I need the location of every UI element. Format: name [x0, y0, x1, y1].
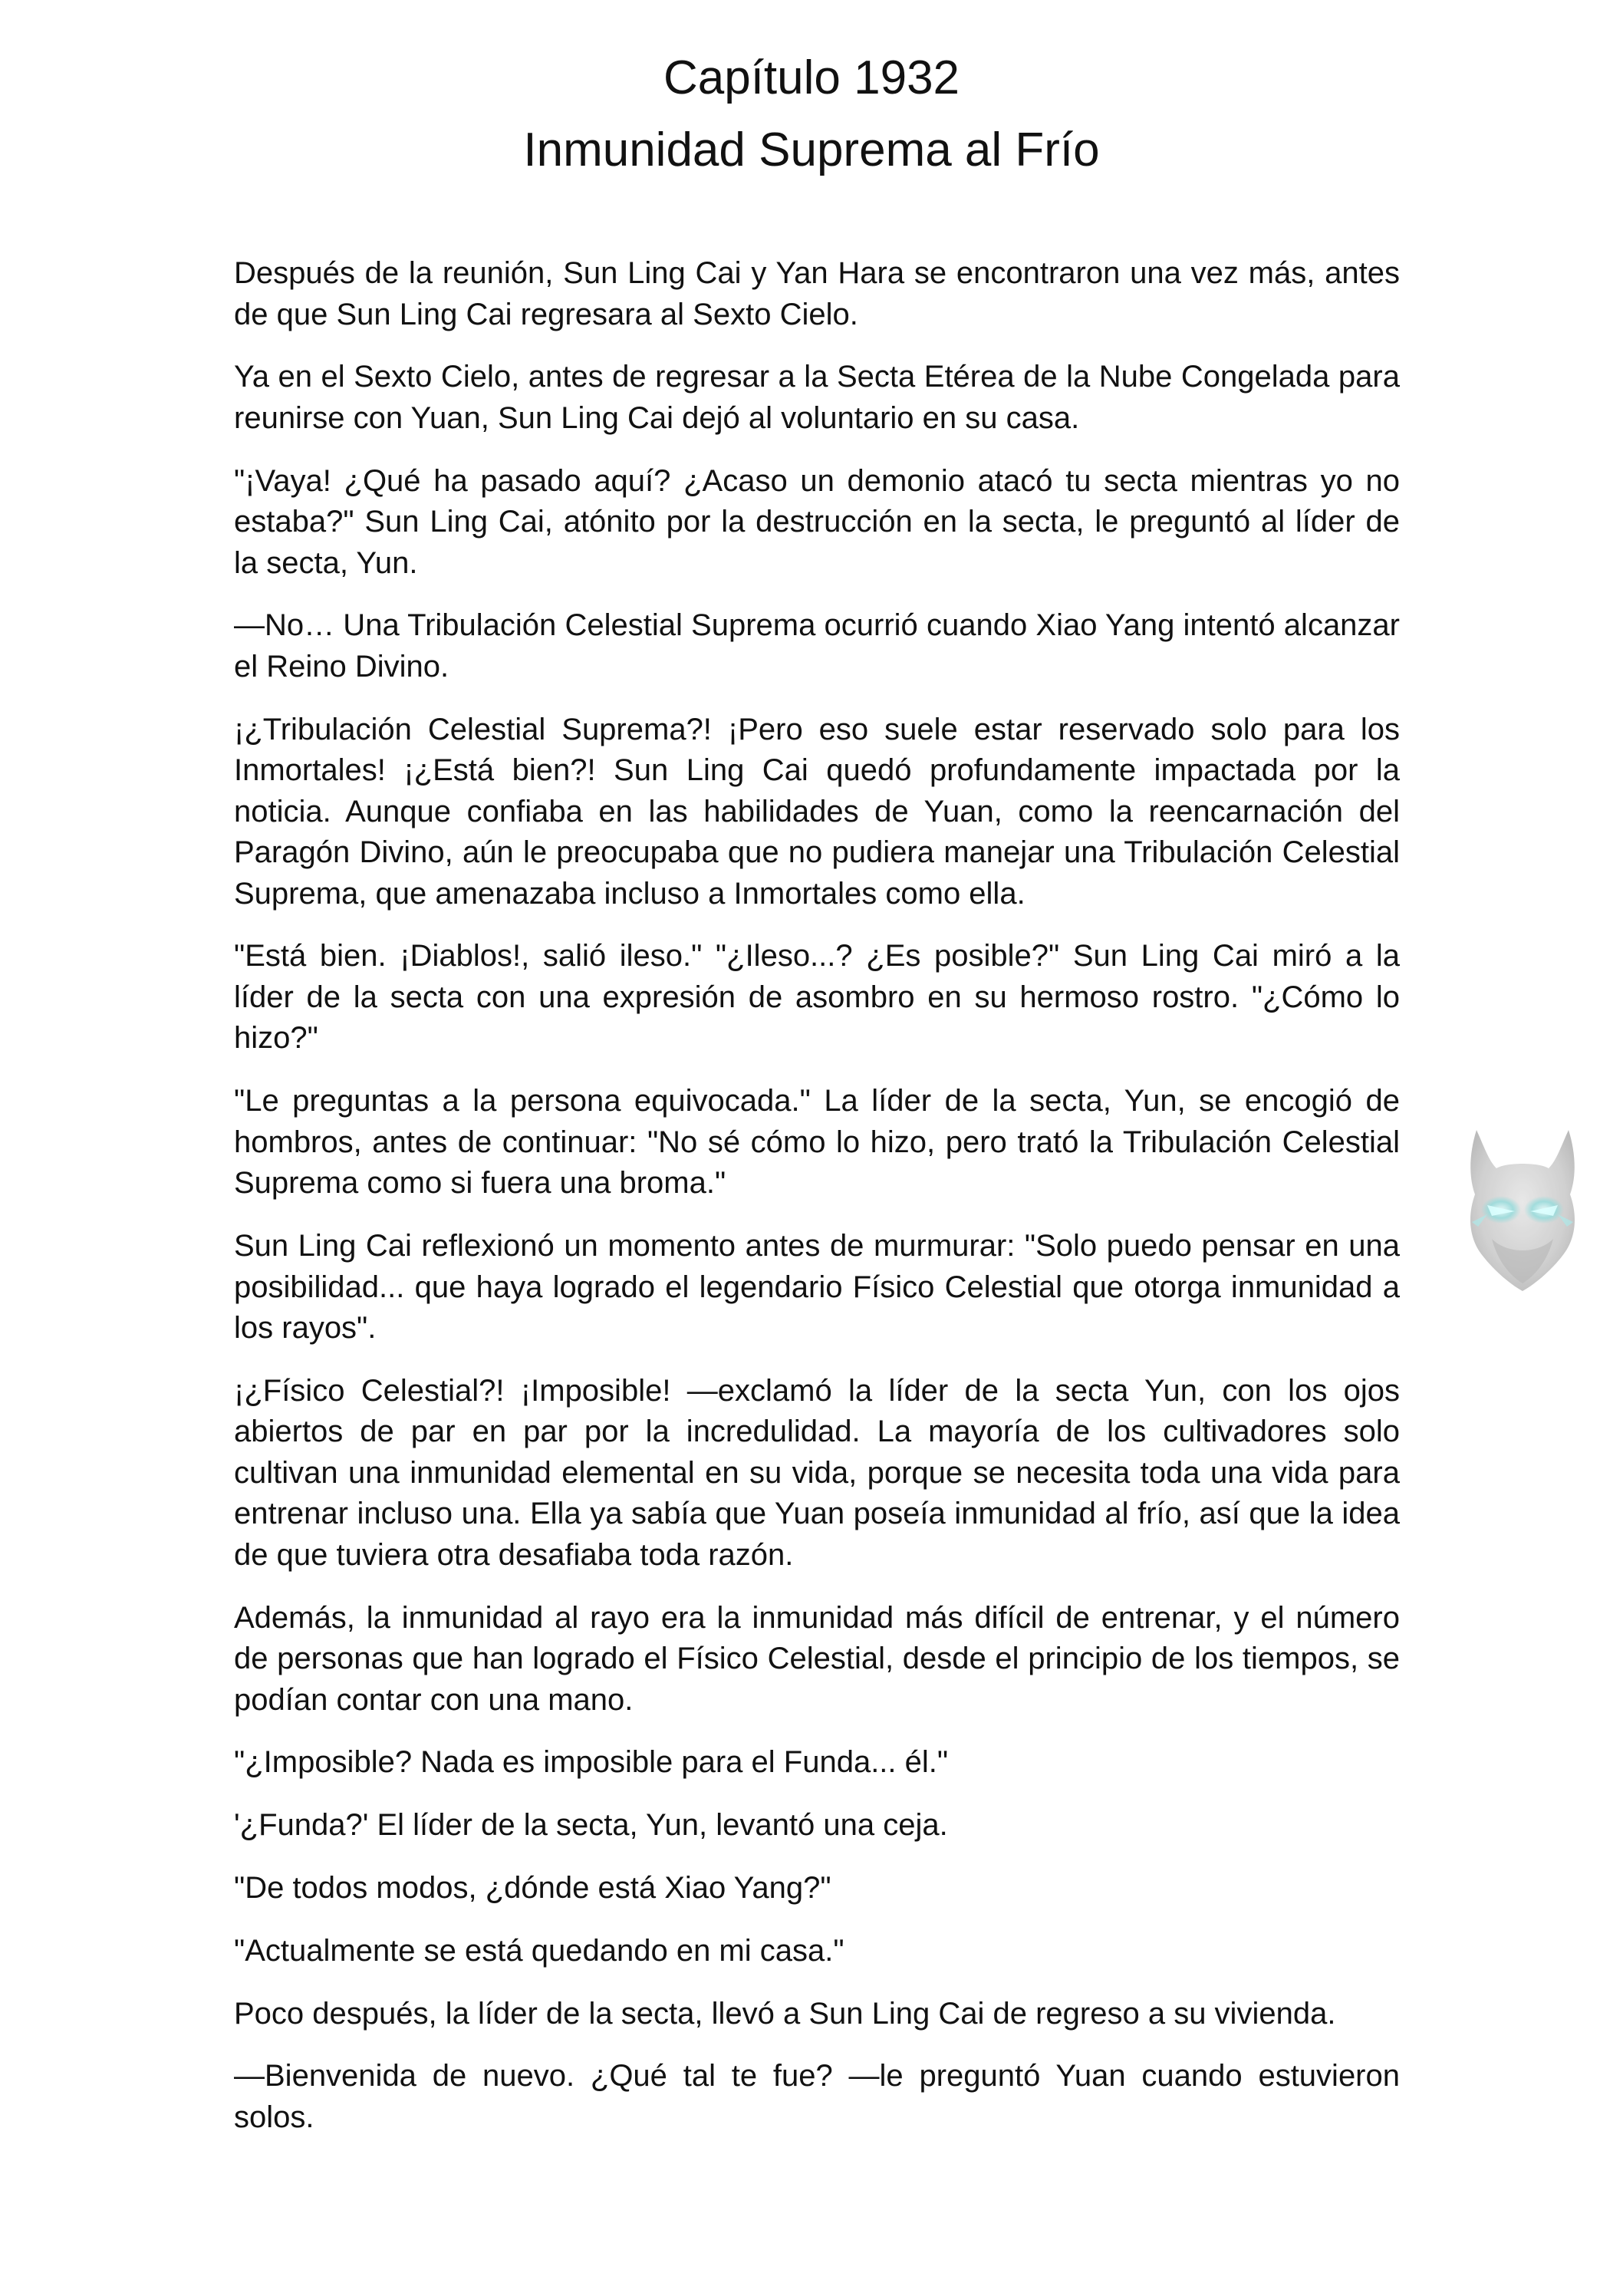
- paragraph: "Le preguntas a la persona equivocada." La líder de la secta, Yun, se encogió de hombros, antes de continuar: "No sé cómo lo hizo, pero trató la Tribulación Celestial Suprema como si fuera una broma.": [234, 1084, 1400, 1201]
- paragraph: "¡Vaya! ¿Qué ha pasado aquí? ¿Acaso un demonio atacó tu secta mientras yo no estaba?" Sun Ling Cai, atónito por la destrucción en la secta, le preguntó al líder de la secta, Yun.: [234, 463, 1400, 580]
- chapter-header: [0, 42, 1623, 186]
- paragraph: Poco después, la líder de la secta, llevó a Sun Ling Cai de regreso a su vivienda.: [234, 1996, 1336, 2031]
- demon-head-logo-icon: [1461, 1124, 1584, 1296]
- paragraph: Sun Ling Cai reflexionó un momento antes de murmurar: "Solo puedo pensar en una posibilidad... que haya logrado el legendario Físico Celestial que otorga inmunidad a los rayos".: [234, 1229, 1400, 1346]
- paragraph: —No… Una Tribulación Celestial Suprema ocurrió cuando Xiao Yang intentó alcanzar el Reino Divino.: [234, 608, 1400, 684]
- paragraph: '¿Funda?' El líder de la secta, Yun, levantó una ceja.: [234, 1808, 948, 1843]
- chapter-body: [234, 253, 1400, 2138]
- paragraph: "De todos modos, ¿dónde está Xiao Yang?": [234, 1871, 831, 1906]
- paragraph: ¡¿Tribulación Celestial Suprema?! ¡Pero eso suele estar reservado solo para los Inmortales! ¡¿Está bien?! Sun Ling Cai quedó profundamente impactada por la noticia. Aunque confiaba en las habilidades de Yuan, como la reencarnación del Paragón Divino, aún le preocupaba que no pudiera manejar una Tribulación Celestial Suprema, que amenazaba incluso a Inmortales como ella.: [234, 712, 1400, 911]
- paragraph: "Está bien. ¡Diablos!, salió ileso." "¿Ileso...? ¿Es posible?" Sun Ling Cai miró a la líder de la secta con una expresión de asombro en su hermoso rostro. "¿Cómo lo hizo?": [234, 939, 1400, 1056]
- paragraph: Después de la reunión, Sun Ling Cai y Yan Hara se encontraron una vez más, antes de que Sun Ling Cai regresara al Sexto Cielo.: [234, 256, 1400, 331]
- paragraph: "Actualmente se está quedando en mi casa.": [234, 1933, 844, 1968]
- paragraph: ¡¿Físico Celestial?! ¡Imposible! —exclamó la líder de la secta Yun, con los ojos abiertos de par en par por la incredulidad. La mayoría de los cultivadores solo cultivan una inmunidad elemental en su vida, porque se necesita toda una vida para entrenar incluso una. Ella ya sabía que Yuan poseía inmunidad al frío, así que la idea de que tuviera otra desafiaba toda razón.: [234, 1373, 1400, 1572]
- chapter-title: Capítulo 1932: [663, 51, 960, 104]
- paragraph: Ya en el Sexto Cielo, antes de regresar a la Secta Etérea de la Nube Congelada para reunirse con Yuan, Sun Ling Cai dejó al voluntario en su casa.: [234, 360, 1400, 435]
- paragraph: Además, la inmunidad al rayo era la inmunidad más difícil de entrenar, y el número de personas que han logrado el Físico Celestial, desde el principio de los tiempos, se podían contar con una mano.: [234, 1600, 1400, 1717]
- paragraph: "¿Imposible? Nada es imposible para el Funda... él.": [234, 1745, 949, 1780]
- paragraph: —Bienvenida de nuevo. ¿Qué tal te fue? —le preguntó Yuan cuando estuvieron solos.: [234, 2059, 1400, 2134]
- chapter-subtitle: Inmunidad Suprema al Frío: [523, 124, 1100, 176]
